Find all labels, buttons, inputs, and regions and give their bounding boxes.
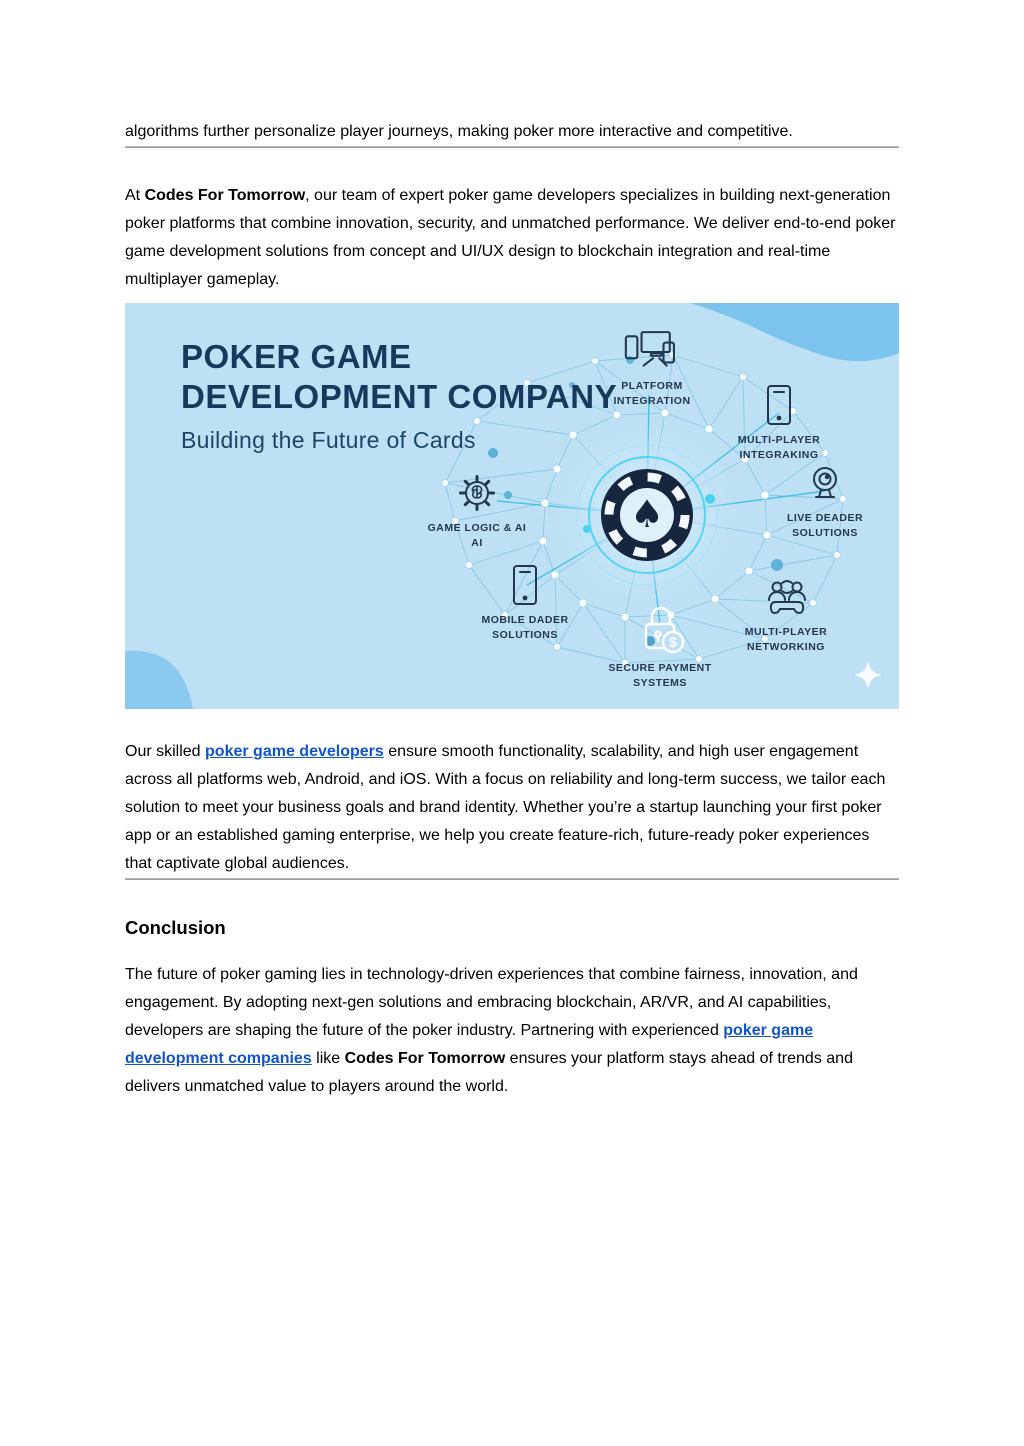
hub-label-line: SOLUTIONS <box>792 526 858 539</box>
sparkle-icon <box>854 661 882 689</box>
paragraph-text: At <box>125 187 145 204</box>
paragraph-text: like <box>311 1050 345 1067</box>
paragraph-intro <box>125 118 899 146</box>
horizontal-divider <box>125 878 899 880</box>
poker-game-development-companies-link[interactable]: poker game development companies <box>125 1022 814 1067</box>
paragraph-developers <box>125 738 899 878</box>
poker-chip-icon <box>601 469 693 561</box>
hub-label-line: GAME LOGIC & AI <box>427 522 527 534</box>
webcam-icon <box>802 461 848 507</box>
hub-game-logic-ai <box>412 469 542 550</box>
paragraph-text: ensure smooth functionality, scalability, and high user engagement across all platforms web, Android, and iOS. With a focus on reliability and long-term success, we tailor each solution to meet your business goals and brand identity. Whether you’re a startup launching your first poker app or an established gaming enterprise, we help you create feature-rich, future-ready poker experiences that captivate global audiences. <box>125 743 886 872</box>
hub-label <box>481 613 568 642</box>
paragraph-text: algorithms further personalize player journeys, making poker more interactive and competitive. <box>125 123 793 140</box>
hub-label <box>745 625 827 654</box>
banner-title-line2: DEVELOPMENT COMPANY <box>181 378 618 415</box>
banner-title-line1: POKER GAME <box>181 338 412 375</box>
paragraph-text: ensures your platform stays ahead of trends and delivers unmatched value to players around the world. <box>125 1050 853 1095</box>
paragraph-text: The future of poker gaming lies in technology-driven experiences that combine fairness, innovation, and engagement. By adopting next-gen solutions and embracing blockchain, AR/VR, and AI capabilities, developers are shaping the future of the poker industry. Partnering with experienced <box>125 966 858 1039</box>
hub-label-line: SECURE PAYMENT <box>608 662 712 674</box>
paragraph-conclusion <box>125 961 899 1101</box>
hub-label-line: INTEGRATION <box>613 394 691 407</box>
hub-live-dealer <box>760 461 890 540</box>
hub-label <box>738 433 820 462</box>
document-content <box>125 0 899 1101</box>
poker-game-developers-link[interactable]: poker game developers <box>205 743 384 760</box>
poker-banner-image <box>125 303 899 709</box>
hub-multiplayer-integration <box>714 381 844 462</box>
hub-label <box>787 511 863 540</box>
hub-label <box>608 661 711 690</box>
company-name-bold: Codes For Tomorrow <box>344 1050 506 1067</box>
hub-multiplayer-networking <box>721 575 851 654</box>
company-name-bold: Codes For Tomorrow <box>144 187 306 204</box>
devices-icon <box>620 329 684 375</box>
hub-label-line: MOBILE DADER <box>481 614 569 626</box>
hub-label-line: SOLUTIONS <box>492 628 558 641</box>
multiplayer-gamepad-icon <box>758 575 814 621</box>
banner-subtitle: Building the Future of Cards <box>181 427 476 453</box>
hub-label <box>428 521 527 550</box>
banner-title-block <box>181 337 617 454</box>
paragraph-text: Our skilled <box>125 743 206 760</box>
horizontal-divider <box>125 146 899 148</box>
blob-bottom-left <box>125 651 193 709</box>
paragraph-company <box>125 182 899 294</box>
gear-brain-icon <box>453 469 501 517</box>
conclusion-heading: Conclusion <box>125 917 226 938</box>
svg-text:$: $ <box>669 634 677 650</box>
paragraph-text: , our team of expert poker game developers specializes in building next-generation poker platforms that combine innovation, security, and unmatched performance. We deliver end-to-end poker game development solutions from concept and UI/UX design to blockchain integration and real-time multiplayer gameplay. <box>125 187 896 288</box>
hub-label-line: MULTI-PLAYER <box>744 626 828 638</box>
hub-label-line: LIVE DEADER <box>786 512 864 524</box>
hub-mobile-solutions <box>460 561 590 642</box>
smartphone-icon <box>759 381 799 429</box>
hub-platform-integration <box>587 329 717 408</box>
hub-label-line: INTEGRAKING <box>739 448 819 461</box>
blob-top-right <box>690 303 899 361</box>
hub-label <box>613 379 690 408</box>
hub-label-line: SYSTEMS <box>633 676 687 689</box>
hub-label-line: MULTI-PLAYER <box>737 434 821 446</box>
svg-text:♠: ♠ <box>629 492 665 536</box>
hub-label-line: AI <box>471 536 483 549</box>
hub-label-line: NETWORKING <box>747 640 825 653</box>
hub-secure-payment <box>595 603 725 690</box>
smartphone-icon <box>505 561 545 609</box>
hub-label-line: PLATFORM <box>621 380 683 392</box>
payment-lock-icon <box>630 603 690 657</box>
